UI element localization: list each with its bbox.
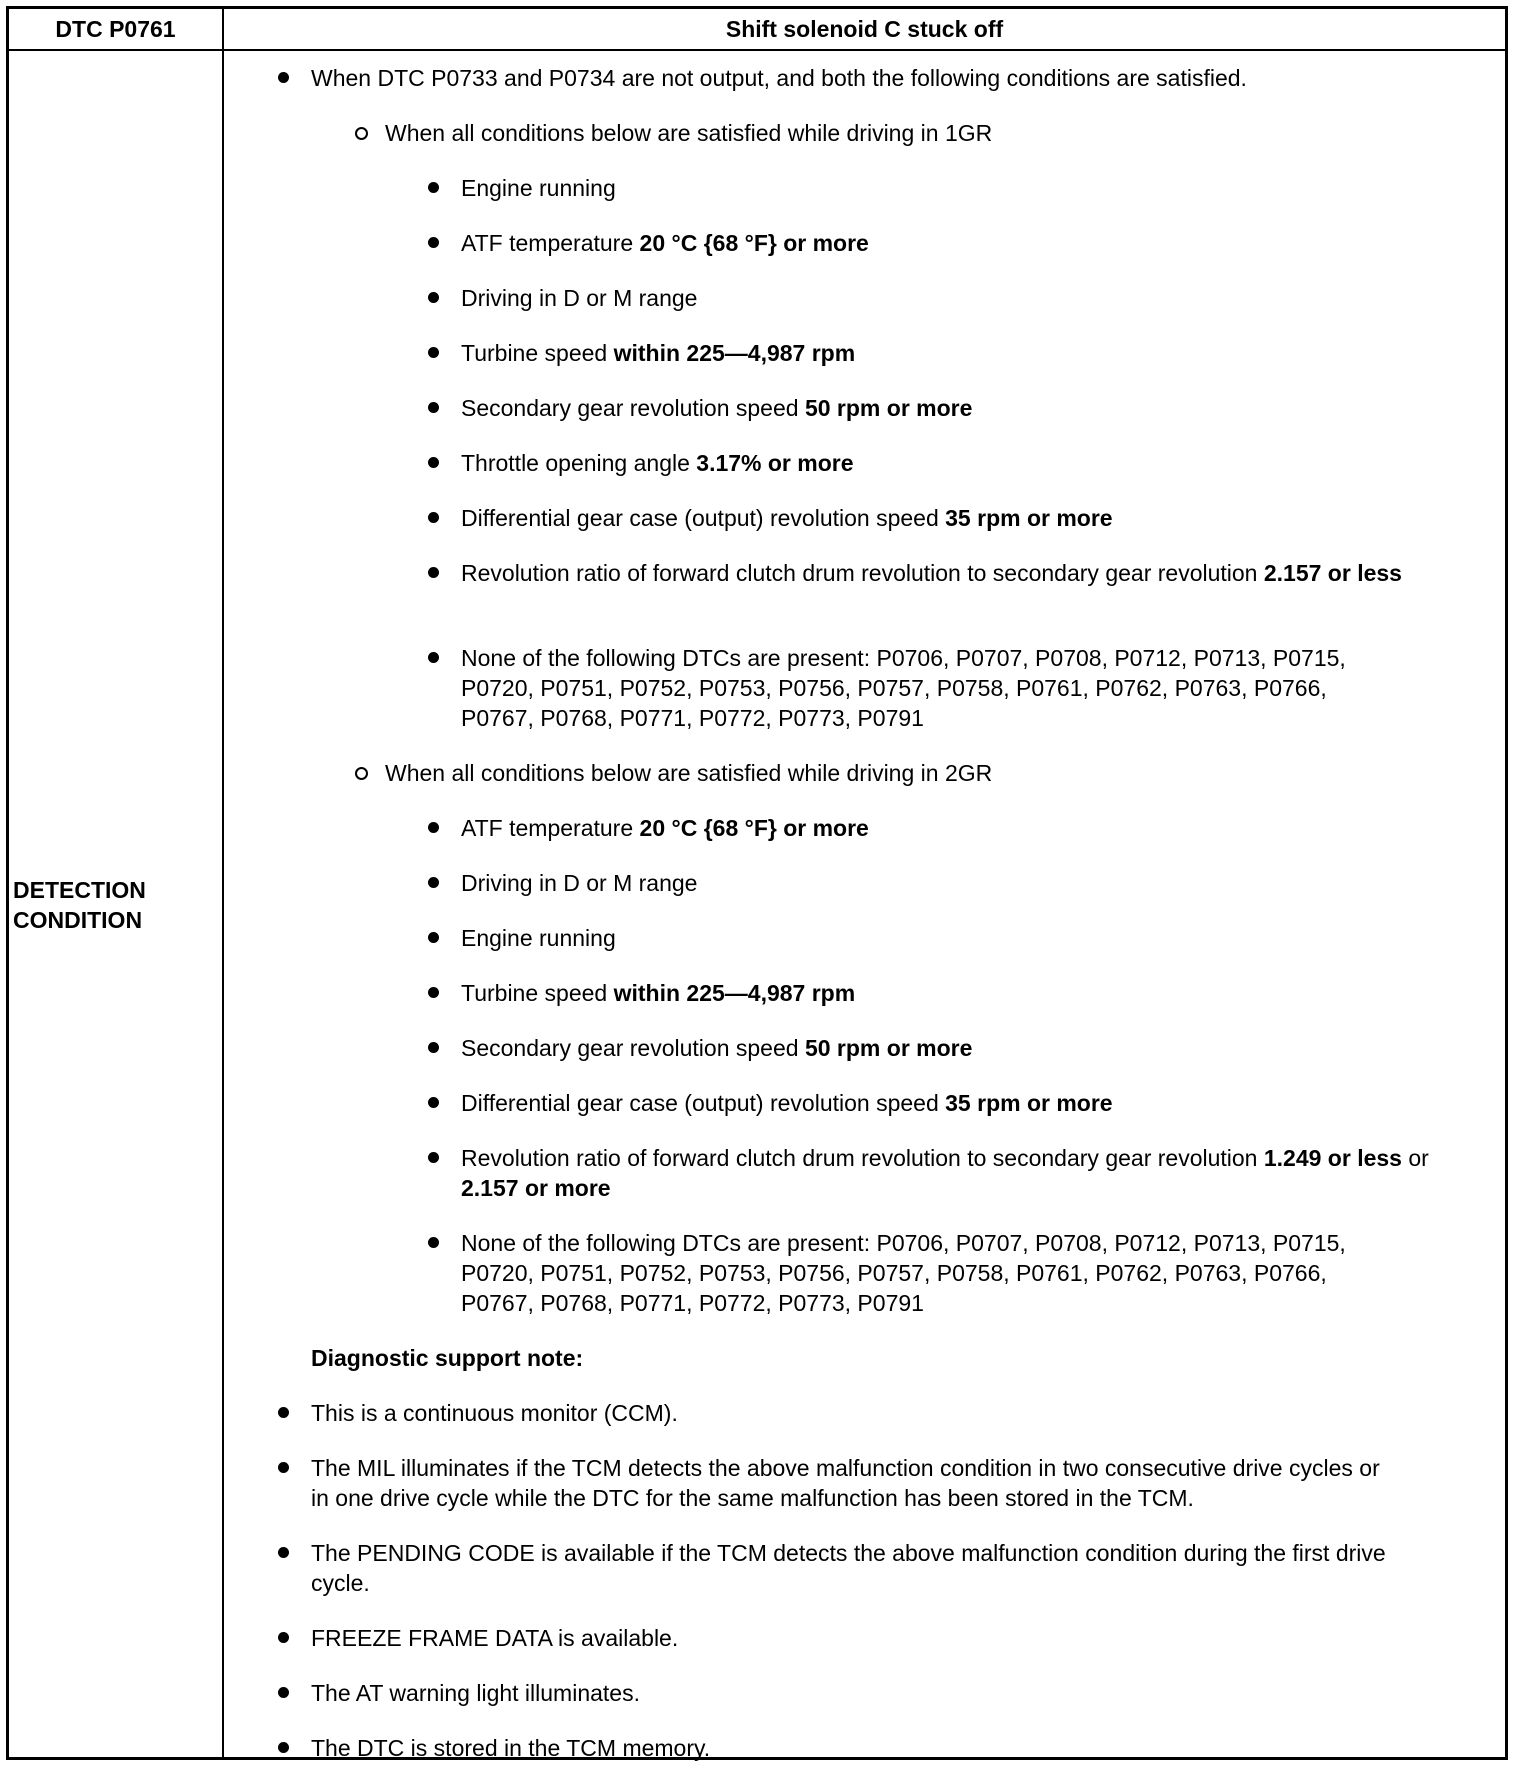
gr1-throttle-item — [461, 448, 1477, 478]
support-item-3-line-1: The PENDING CODE is available if the TCM detects the above malfunction condition during the first drive — [311, 1540, 1386, 1566]
gr1-diff-prefix: Differential gear case (output) revolution speed — [461, 505, 946, 531]
gr1-throttle-value: 3.17% or more — [696, 450, 854, 476]
gr1-dtcs-line-2: P0720, P0751, P0752, P0753, P0756, P0757, P0758, P0761, P0762, P0763, P0766, — [461, 675, 1327, 701]
gr2-turbine-prefix: Turbine speed — [461, 980, 614, 1006]
bullet-icon — [278, 1407, 289, 1418]
gr2-diff-item — [461, 1088, 1477, 1118]
intro-text: When DTC P0733 and P0734 are not output, and both the following conditions are satisfied. — [311, 65, 1247, 91]
gr2-engine-item — [461, 923, 1477, 953]
support-item-4 — [311, 1623, 1477, 1653]
gr1-secondary-prefix: Secondary gear revolution speed — [461, 395, 805, 421]
gr2-range-text: Driving in D or M range — [461, 870, 698, 896]
gr2-dtcs-line-2: P0720, P0751, P0752, P0753, P0756, P0757, P0758, P0761, P0762, P0763, P0766, — [461, 1260, 1327, 1286]
gr2-secondary-item — [461, 1033, 1477, 1063]
gr1-ratio-value: 2.157 or less — [1263, 560, 1402, 586]
gr1-turbine-value: within 225—4,987 rpm — [613, 340, 856, 366]
bullet-icon — [428, 292, 439, 303]
bullet-icon — [278, 1632, 289, 1643]
support-item-5-text: The AT warning light illuminates. — [311, 1680, 640, 1706]
gr2-ratio-item — [461, 1143, 1477, 1203]
support-item-3-line-2: cycle. — [311, 1570, 370, 1596]
circle-bullet-icon — [355, 127, 368, 140]
gr1-ratio-prefix: Revolution ratio of forward clutch drum revolution to secondary gear revolution — [461, 560, 1264, 586]
gr2-heading-item — [385, 758, 1477, 788]
support-item-3 — [311, 1538, 1477, 1598]
gr1-dtcs-line-1: None of the following DTCs are present: P0706, P0707, P0708, P0712, P0713, P0715, — [461, 645, 1346, 671]
gr1-diff-item — [461, 503, 1477, 533]
gr1-atf-value: 20 °C {68 °F} or more — [639, 230, 869, 256]
bullet-icon — [428, 237, 439, 248]
gr2-range-item — [461, 868, 1477, 898]
gr1-secondary-value: 50 rpm or more — [804, 395, 973, 421]
gr1-dtcs-item — [461, 643, 1477, 733]
gr2-engine-text: Engine running — [461, 925, 616, 951]
bullet-icon — [428, 402, 439, 413]
gr2-ratio-value-a: 1.249 or less — [1263, 1145, 1402, 1171]
bullet-icon — [428, 182, 439, 193]
bullet-icon — [428, 877, 439, 888]
bullet-icon — [428, 567, 439, 578]
bullet-icon — [278, 1462, 289, 1473]
bullet-icon — [278, 1687, 289, 1698]
support-item-6-text: The DTC is stored in the TCM memory. — [311, 1735, 711, 1761]
dtc-code-header: DTC P0761 — [55, 16, 176, 42]
bullet-icon — [278, 1547, 289, 1558]
dtc-table — [6, 6, 1508, 1760]
bullet-icon — [278, 72, 289, 83]
gr1-secondary-item — [461, 393, 1477, 423]
label-line-2: CONDITION — [13, 907, 143, 933]
bullet-icon — [428, 1097, 439, 1108]
detection-condition-content — [224, 51, 1505, 1761]
support-item-2-line-1: The MIL illuminates if the TCM detects the above malfunction condition in two consecutive drive cycles or — [311, 1455, 1380, 1481]
gr2-secondary-prefix: Secondary gear revolution speed — [461, 1035, 805, 1061]
bullet-icon — [278, 1742, 289, 1753]
gr1-heading-item — [385, 118, 1477, 148]
support-item-6 — [311, 1733, 1477, 1763]
circle-bullet-icon — [355, 767, 368, 780]
gr1-atf-prefix: ATF temperature — [461, 230, 640, 256]
bullet-icon — [428, 987, 439, 998]
gr1-atf-item — [461, 228, 1477, 258]
gr2-dtcs-item — [461, 1228, 1477, 1318]
gr1-ratio-item — [461, 558, 1477, 588]
gr2-atf-item — [461, 813, 1477, 843]
support-note-title: Diagnostic support note: — [311, 1345, 584, 1371]
dtc-title-header: Shift solenoid C stuck off — [725, 16, 1004, 42]
gr2-dtcs-line-1: None of the following DTCs are present: P0706, P0707, P0708, P0712, P0713, P0715, — [461, 1230, 1346, 1256]
label-line-1: DETECTION — [13, 877, 146, 903]
gr2-atf-value: 20 °C {68 °F} or more — [639, 815, 869, 841]
support-item-1 — [311, 1398, 1477, 1428]
support-note-title-item — [311, 1343, 1477, 1373]
gr2-heading: When all conditions below are satisfied while driving in 2GR — [385, 760, 993, 786]
bullet-icon — [428, 1042, 439, 1053]
gr1-throttle-prefix: Throttle opening angle — [461, 450, 697, 476]
bullet-icon — [428, 1237, 439, 1248]
bullet-icon — [428, 347, 439, 358]
support-item-5 — [311, 1678, 1477, 1708]
detection-condition-label — [13, 875, 213, 935]
support-item-4-text: FREEZE FRAME DATA is available. — [311, 1625, 679, 1651]
gr2-ratio-value-b: 2.157 or more — [461, 1175, 611, 1201]
support-item-2-line-2: in one drive cycle while the DTC for the same malfunction has been stored in the TCM. — [311, 1485, 1194, 1511]
support-item-1-text: This is a continuous monitor (CCM). — [311, 1400, 678, 1426]
bullet-icon — [428, 822, 439, 833]
bullet-icon — [428, 932, 439, 943]
gr1-turbine-prefix: Turbine speed — [461, 340, 614, 366]
intro-item — [311, 63, 1477, 93]
gr1-engine-text: Engine running — [461, 175, 616, 201]
gr2-diff-prefix: Differential gear case (output) revolution speed — [461, 1090, 946, 1116]
gr2-diff-value: 35 rpm or more — [945, 1090, 1113, 1116]
gr1-engine-item — [461, 173, 1477, 203]
bullet-icon — [428, 512, 439, 523]
gr1-dtcs-line-3: P0767, P0768, P0771, P0772, P0773, P0791 — [461, 705, 924, 731]
gr2-turbine-value: within 225—4,987 rpm — [613, 980, 856, 1006]
gr1-diff-value: 35 rpm or more — [945, 505, 1113, 531]
gr1-range-item — [461, 283, 1477, 313]
bullet-icon — [428, 1152, 439, 1163]
gr2-ratio-or: or — [1401, 1145, 1429, 1171]
gr2-turbine-item — [461, 978, 1477, 1008]
gr2-dtcs-line-3: P0767, P0768, P0771, P0772, P0773, P0791 — [461, 1290, 924, 1316]
gr1-turbine-item — [461, 338, 1477, 368]
support-item-2 — [311, 1453, 1477, 1513]
gr2-ratio-prefix: Revolution ratio of forward clutch drum revolution to secondary gear revolution — [461, 1145, 1264, 1171]
bullet-icon — [428, 457, 439, 468]
gr1-range-text: Driving in D or M range — [461, 285, 698, 311]
bullet-icon — [428, 652, 439, 663]
gr2-secondary-value: 50 rpm or more — [804, 1035, 973, 1061]
gr2-atf-prefix: ATF temperature — [461, 815, 640, 841]
gr1-heading: When all conditions below are satisfied while driving in 1GR — [385, 120, 993, 146]
